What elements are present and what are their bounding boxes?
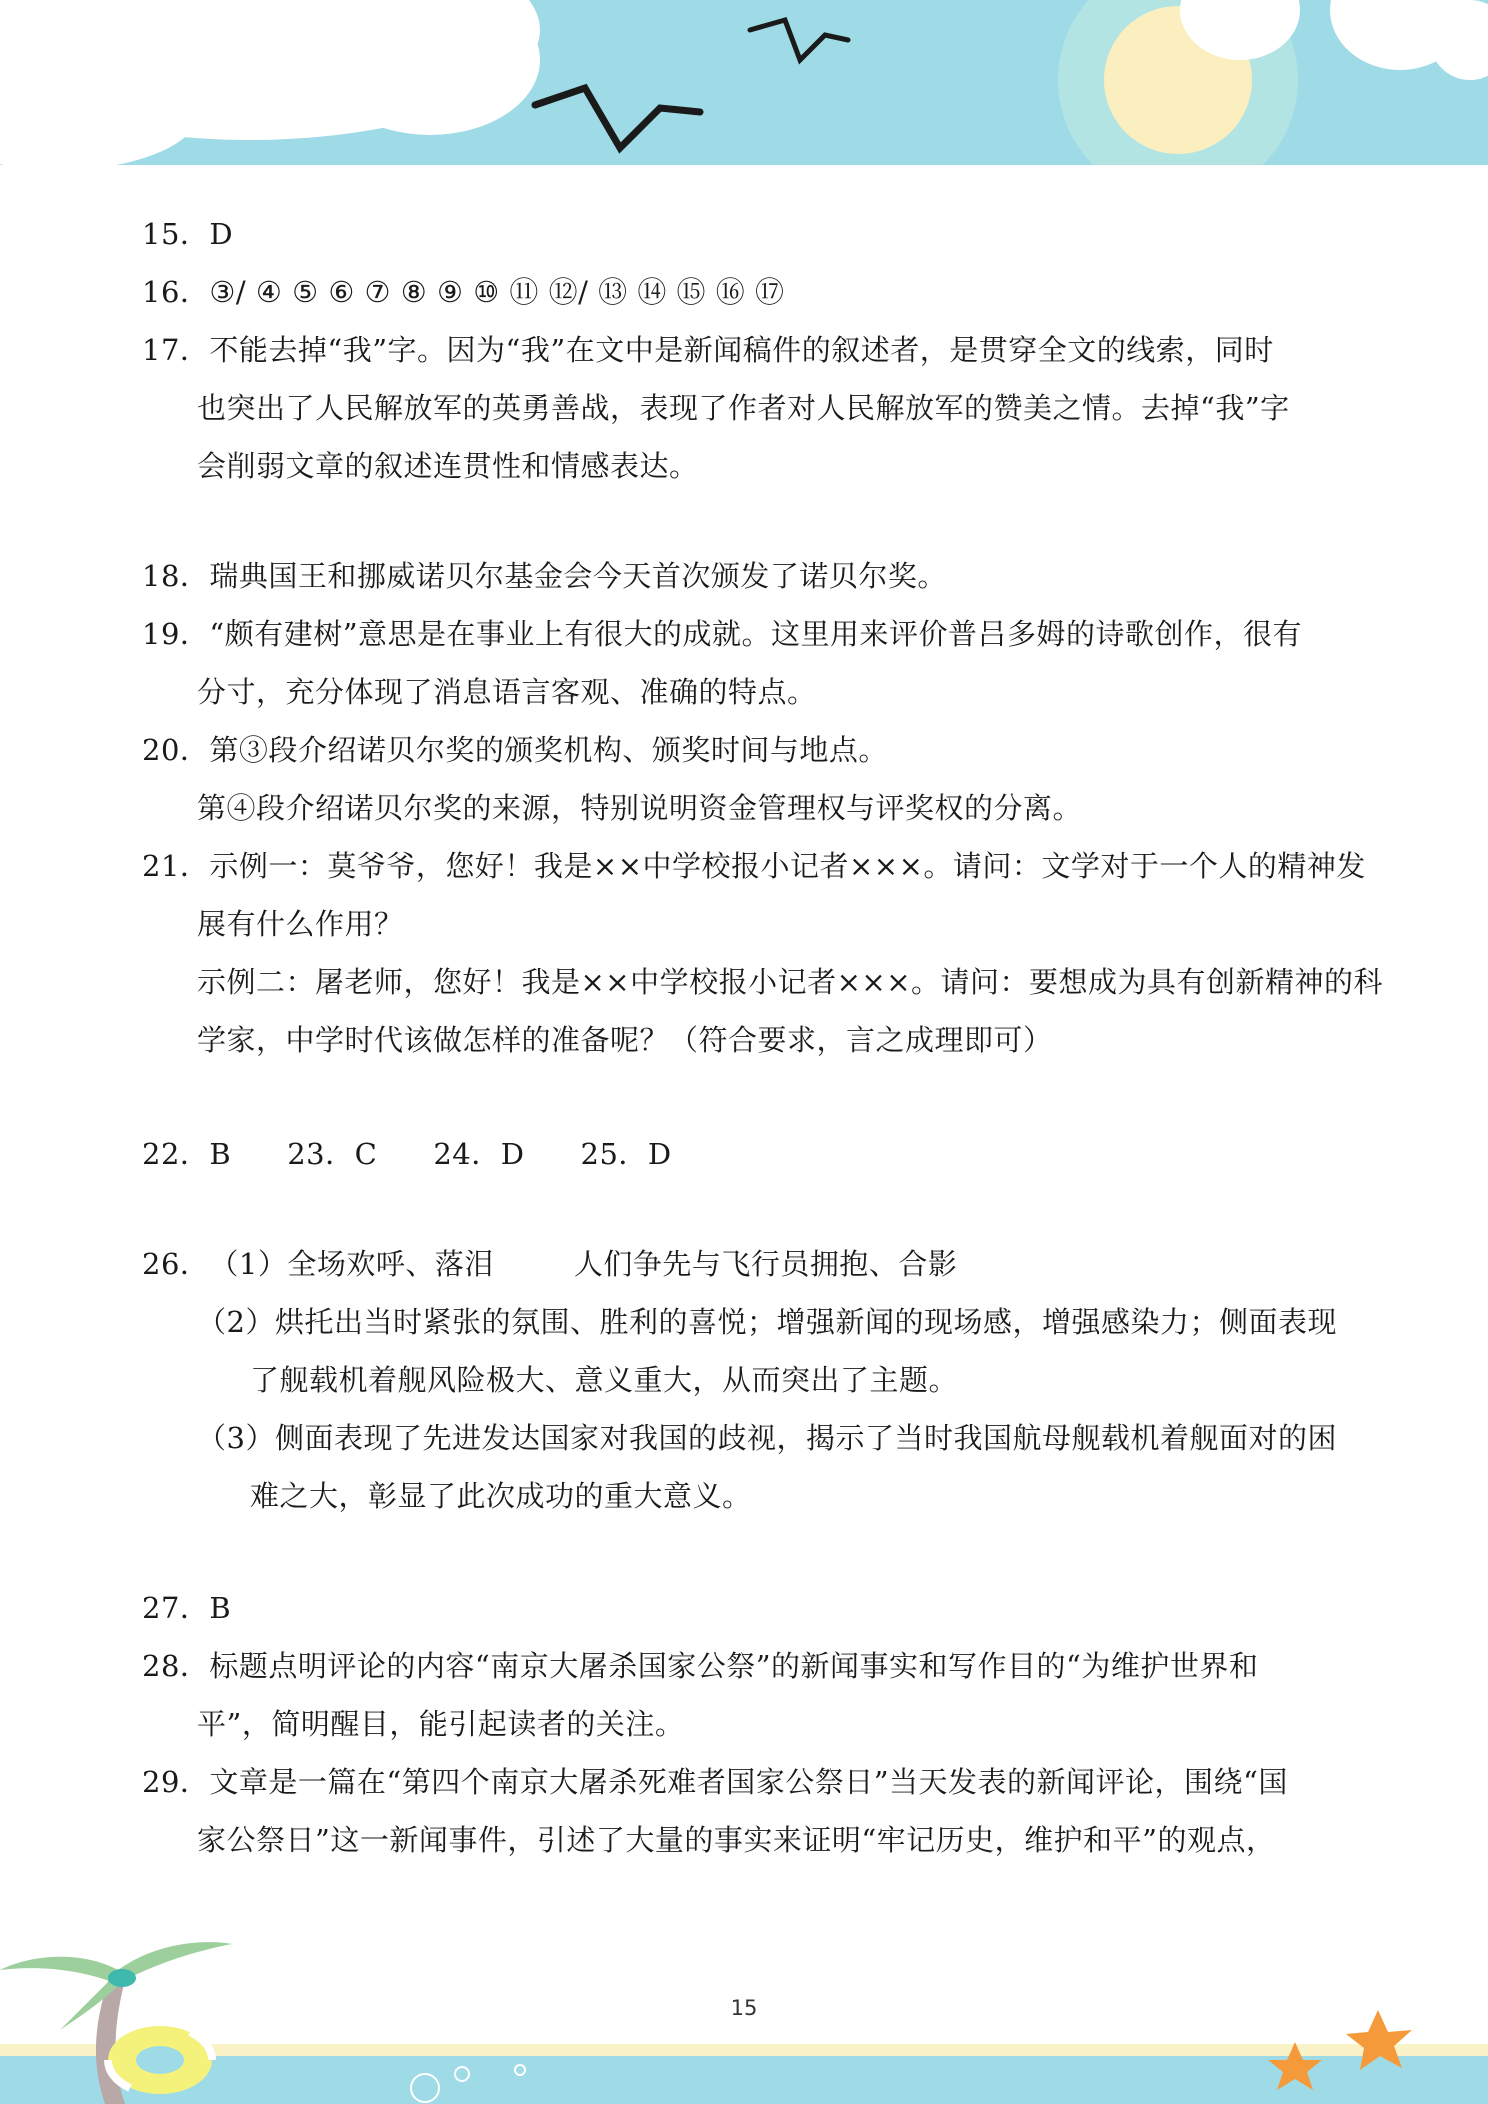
- answer-29-line-2: 家公祭日”这一新闻事件，引述了大量的事实来证明“牢记历史，维护和平”的观点，: [197, 1823, 1276, 1857]
- answer-28-line-1: [142, 1646, 1258, 1686]
- question-number: 28．: [142, 1649, 210, 1683]
- answer-17-line-1: [142, 330, 1274, 370]
- answer-15: [142, 214, 233, 254]
- answer-26-part-2-line-1: （2）烘托出当时紧张的氛围、胜利的喜悦；增强新闻的现场感，增强感染力；侧面表现: [197, 1305, 1337, 1339]
- answer-text: B: [209, 1591, 232, 1625]
- question-number: 27．: [142, 1591, 210, 1625]
- question-number: 21．: [142, 849, 210, 883]
- answer-text: 瑞典国王和挪威诺贝尔基金会今天首次颁发了诺贝尔奖。: [209, 559, 947, 593]
- answer-text: “颇有建树”意思是在事业上有很大的成就。这里用来评价普吕多姆的诗歌创作，很有: [209, 617, 1303, 651]
- answer-26-part-3-line-2: 难之大，彰显了此次成功的重大意义。: [250, 1479, 752, 1513]
- question-number: 18．: [142, 559, 210, 593]
- answer-text: B: [209, 1137, 232, 1171]
- answer-text: 示例一：莫爷爷，您好！我是××中学校报小记者×××。请问：文学对于一个人的精神发: [209, 849, 1366, 883]
- question-number: 15．: [142, 217, 210, 251]
- answer-text: D: [209, 217, 234, 251]
- answer-20-line-1: [142, 730, 888, 770]
- answer-text: 标题点明评论的内容“南京大屠杀国家公祭”的新闻事实和写作目的“为维护世界和: [209, 1649, 1259, 1683]
- answer-16: [142, 272, 785, 312]
- question-number: 20．: [142, 733, 210, 767]
- answers-22-25: [142, 1134, 672, 1174]
- question-number: 16．: [142, 275, 210, 309]
- answer-text: D: [647, 1137, 672, 1171]
- answer-20-line-2: 第④段介绍诺贝尔奖的来源，特别说明资金管理权与评奖权的分离。: [197, 791, 1083, 825]
- answer-text: 第③段介绍诺贝尔奖的颁奖机构、颁奖时间与地点。: [209, 733, 888, 767]
- answer-29-line-1: [142, 1762, 1288, 1802]
- answer-text: ③/ ④ ⑤ ⑥ ⑦ ⑧ ⑨ ⑩ ⑪ ⑫/ ⑬ ⑭ ⑮ ⑯ ⑰: [209, 275, 785, 309]
- answer-text: 人们争先与飞行员拥抱、合影: [573, 1247, 958, 1281]
- answer-text: C: [354, 1137, 378, 1171]
- swim-ring-icon: [108, 2026, 212, 2094]
- answer-text: 不能去掉“我”字。因为“我”在文中是新闻稿件的叙述者，是贯穿全文的线索，同时: [209, 333, 1274, 367]
- answer-27: [142, 1588, 231, 1628]
- answer-17-line-2: 也突出了人民解放军的英勇善战，表现了作者对人民解放军的赞美之情。去掉“我”字: [197, 391, 1290, 425]
- question-number: 29．: [142, 1765, 210, 1799]
- answer-17-line-3: 会削弱文章的叙述连贯性和情感表达。: [197, 449, 699, 483]
- question-number: 26．: [142, 1247, 210, 1281]
- answer-text: （1）全场欢呼、落泪: [209, 1247, 494, 1281]
- answer-28-line-2: 平”，简明醒目，能引起读者的关注。: [197, 1707, 685, 1741]
- answer-21-line-1: [142, 846, 1366, 886]
- question-number: 25．: [580, 1137, 648, 1171]
- answer-21-line-2: 展有什么作用？: [197, 907, 404, 941]
- answer-26-part-1: [142, 1244, 957, 1284]
- answer-19-line-1: [142, 614, 1302, 654]
- header-banner: [0, 0, 1488, 170]
- page-number: 15: [730, 1996, 758, 2020]
- answer-26-part-3-line-1: （3）侧面表现了先进发达国家对我国的歧视，揭示了当时我国航母舰载机着舰面对的困: [197, 1421, 1337, 1455]
- question-number: 17．: [142, 333, 210, 367]
- answer-26-part-2-line-2: 了舰载机着舰风险极大、意义重大，从而突出了主题。: [250, 1363, 959, 1397]
- question-number: 23．: [287, 1137, 355, 1171]
- answer-text: D: [500, 1137, 525, 1171]
- answer-text: 文章是一篇在“第四个南京大屠杀死难者国家公祭日”当天发表的新闻评论，围绕“国: [209, 1765, 1288, 1799]
- answer-21-line-3: 示例二：屠老师，您好！我是××中学校报小记者×××。请问：要想成为具有创新精神的科: [197, 965, 1383, 999]
- answer-18: [142, 556, 947, 596]
- answer-19-line-2: 分寸，充分体现了消息语言客观、准确的特点。: [197, 675, 817, 709]
- question-number: 19．: [142, 617, 210, 651]
- answer-21-line-4: 学家，中学时代该做怎样的准备呢？（符合要求，言之成理即可）: [197, 1023, 1053, 1057]
- question-number: 22．: [142, 1137, 210, 1171]
- question-number: 24．: [433, 1137, 501, 1171]
